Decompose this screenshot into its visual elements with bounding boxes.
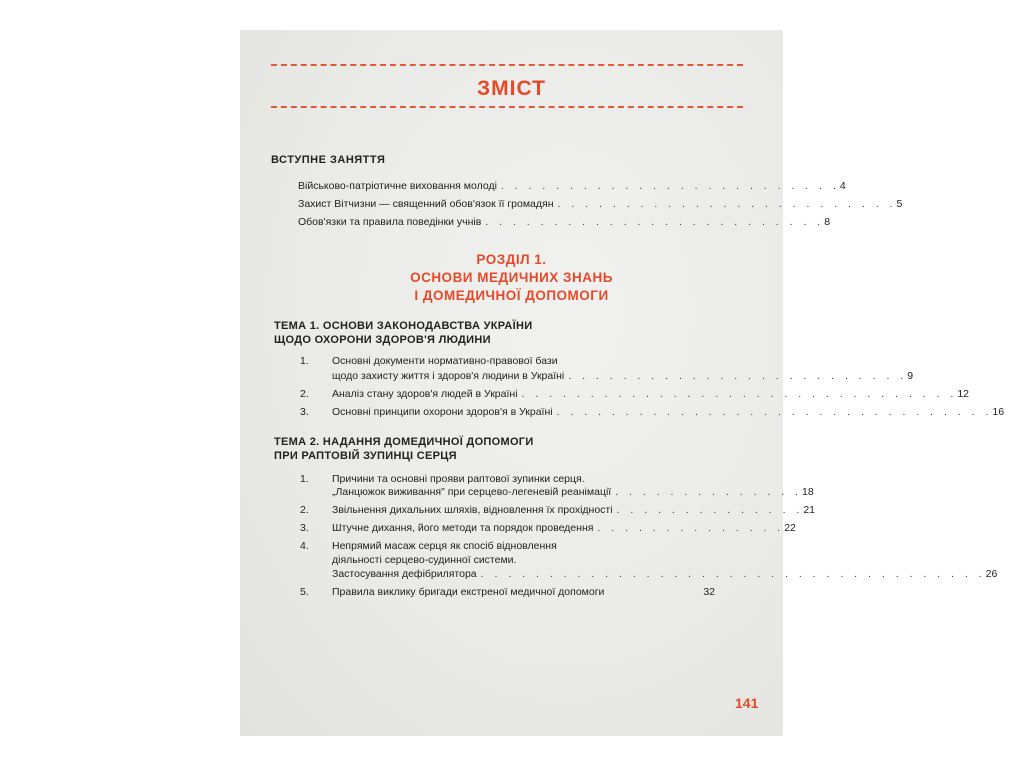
toc-entry	[332, 586, 715, 599]
toc-entry-text: Аналіз стану здоров'я людей в Україні	[332, 388, 518, 400]
leader-dots: . . . . . . . . . . . . . . . . . . . . . . . . .	[557, 198, 897, 210]
section-title-line: РОЗДІЛ 1.	[476, 252, 547, 267]
toc-entry-number: 1.	[300, 355, 309, 367]
leader-dots: . . . . . . . . . . . . . . . . . . . . . . . . . . . . . . . .	[556, 406, 993, 418]
section-title-line: ОСНОВИ МЕДИЧНИХ ЗНАНЬ	[410, 270, 613, 285]
toc-entry	[332, 486, 814, 499]
toc-entry-page: 22	[784, 522, 796, 534]
intro-heading: ВСТУПНЕ ЗАНЯТТЯ	[271, 154, 386, 166]
toc-entry-page: 21	[803, 504, 816, 516]
toc-entry-number: 2.	[300, 388, 309, 400]
toc-entry-text-line: Основні документи нормативно-правової бази	[332, 355, 558, 367]
toc-entry-number: 2.	[300, 504, 309, 516]
topic-heading-line: ТЕМА 2. НАДАННЯ ДОМЕДИЧНОЇ ДОПОМОГИ	[274, 436, 534, 448]
leader-dots: . . . . . . . . . . . . . . . . . . . . . . . . .	[485, 216, 825, 228]
toc-entry-text-line: Причини та основні прояви раптової зупинки серця.	[332, 473, 585, 485]
leader-dots: . . . . . . . . . . . . . . . . . . . . . . . . . . . . . . . .	[521, 388, 958, 400]
leader-dots: . . . . . . . . . . . . . . . . . . . . . . . . .	[500, 180, 840, 192]
decorative-stripe-bottom	[271, 106, 743, 108]
topic-heading-line: ПРИ РАПТОВІЙ ЗУПИНЦІ СЕРЦЯ	[274, 450, 457, 462]
toc-entry	[332, 504, 816, 517]
toc-entry-text: Застосування дефібрилятора	[332, 568, 477, 580]
toc-entry-number: 3.	[300, 522, 309, 534]
toc-entry-text: Обов'язки та правила поведінки учнів	[298, 216, 482, 228]
toc-entry-page: 9	[907, 370, 914, 382]
section-title-line: І ДОМЕДИЧНОЇ ДОПОМОГИ	[414, 288, 609, 303]
toc-entry	[332, 370, 914, 383]
toc-entry	[332, 406, 1005, 419]
toc-entry-page: 32	[703, 586, 715, 598]
toc-entry-text: Військово-патріотичне виховання молоді	[298, 180, 497, 192]
leader-dots: . . . . . . . . . . . . . .	[616, 504, 804, 516]
toc-entry-page: 26	[985, 568, 998, 580]
topic-heading-line: ТЕМА 1. ОСНОВИ ЗАКОНОДАВСТВА УКРАЇНИ	[274, 320, 533, 332]
decorative-stripe-top	[271, 64, 743, 66]
toc-entry-text: „Ланцюжок виживання" при серцево-легеневій реанімації	[332, 486, 612, 498]
toc-entry	[332, 522, 796, 535]
leader-dots: . . . . . . . . . . . . . . . . . . . . . . . . .	[568, 370, 908, 382]
toc-entry	[298, 198, 903, 211]
toc-entry	[298, 180, 846, 193]
toc-entry-page: 8	[824, 216, 831, 228]
toc-entry-text: Правила виклику бригади екстреної медичної допомоги	[332, 586, 605, 598]
toc-entry-page: 5	[896, 198, 903, 210]
leader-dots: . . . . . . . . . . . . . .	[615, 486, 802, 498]
book-page	[240, 30, 1005, 736]
toc-entry-text-line: Непрямий масаж серця як спосіб відновлення	[332, 540, 557, 552]
leader-dots: . . . . . . . . . . . . . .	[597, 522, 785, 534]
toc-entry-text: Звільнення дихальних шляхів, відновлення їх прохідності	[332, 504, 613, 516]
page-number: 141	[735, 695, 759, 711]
toc-entry-page: 12	[957, 388, 970, 400]
toc-entry-text: щодо захисту життя і здоров'я людини в Україні	[332, 370, 565, 382]
toc-entry-number: 1.	[300, 473, 309, 485]
toc-entry-page: 16	[992, 406, 1005, 418]
toc-entry-number: 4.	[300, 540, 309, 552]
page-title: ЗМІСТ	[477, 77, 546, 100]
toc-entry	[332, 568, 998, 581]
toc-entry-number: 5.	[300, 586, 309, 598]
toc-entry-number: 3.	[300, 406, 309, 418]
toc-entry	[332, 388, 970, 401]
toc-entry-text: Штучне дихання, його методи та порядок проведення	[332, 522, 594, 534]
leader-dots: . . . . . . . . . . . . . . . . . . . . . . . . . . . . . . . . . . . . .	[480, 568, 986, 580]
toc-entry-text: Основні принципи охорони здоров'я в Україні	[332, 406, 553, 418]
toc-entry-page: 18	[801, 486, 814, 498]
topic-heading-line: ЩОДО ОХОРОНИ ЗДОРОВ'Я ЛЮДИНИ	[274, 334, 491, 346]
toc-entry-page: 4	[839, 180, 846, 192]
toc-entry-text: Захист Вітчизни — священний обов'язок її громадян	[298, 198, 554, 210]
toc-entry	[298, 216, 831, 229]
toc-entry-text-line: діяльності серцево-судинної системи.	[332, 554, 517, 566]
